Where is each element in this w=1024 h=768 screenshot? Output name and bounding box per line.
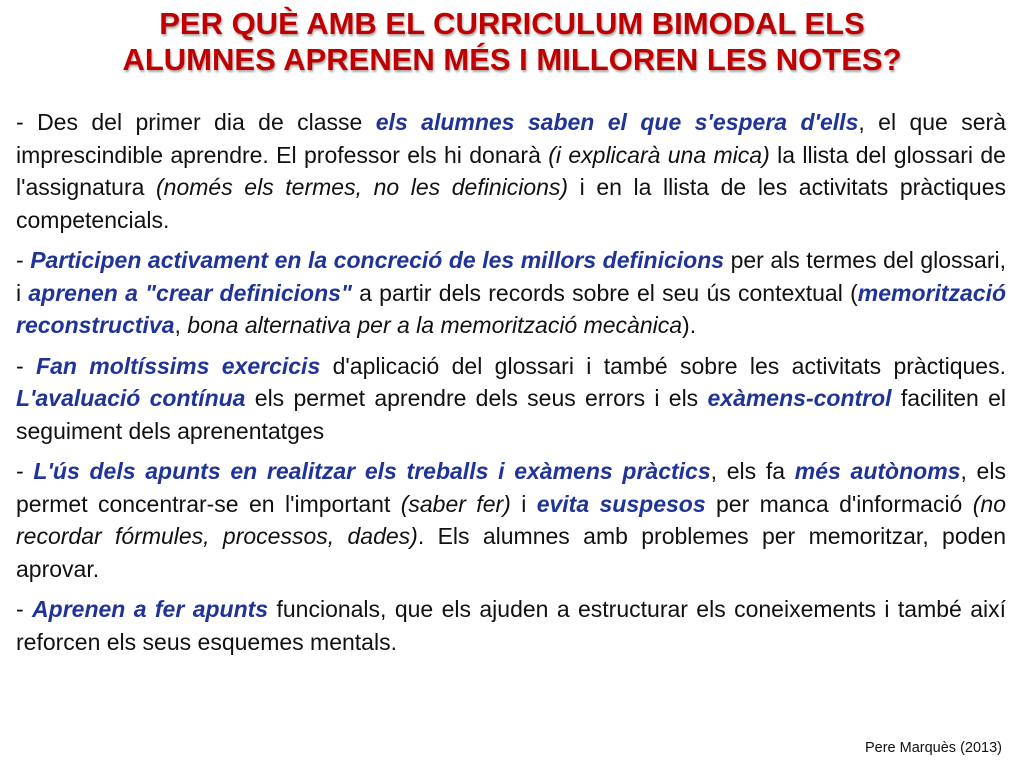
emphasis-text: L'ús dels apunts en realitzar els treballs i exàmens pràctics [33, 458, 711, 484]
slide-title [0, 6, 1024, 78]
body-text: - [16, 352, 37, 379]
body-text: els permet aprendre dels seus errors i els [245, 385, 708, 411]
body-text: la llista del glossari de l'assignatura [16, 141, 1006, 200]
emphasis-text: aprenen a "crear definicions" [28, 279, 352, 306]
emphasis-text: memorització reconstructiva [16, 279, 1007, 338]
bullet-paragraph [16, 455, 1006, 585]
body-text: - [16, 247, 31, 273]
body-text: . Els alumnes amb problemes per memoritzar, poden aprovar. [16, 523, 1007, 582]
body-text: per manca d'informació [705, 490, 973, 517]
slide-title-line-2: ALUMNES APRENEN MÉS I MILLOREN LES NOTES? [122, 42, 902, 77]
italic-text: (saber fer) [400, 490, 511, 517]
body-text: , [174, 312, 188, 338]
body-text: i [510, 490, 537, 517]
emphasis-text: Fan moltíssims exercicis [36, 352, 321, 379]
slide-title-line-1: PER QUÈ AMB EL CURRICULUM BIMODAL ELS [159, 6, 865, 41]
emphasis-text: evita suspesos [536, 490, 706, 517]
body-text: , els permet concentrar-se en l'important [16, 458, 1006, 517]
italic-text: (no recordar fórmules, processos, dades) [16, 490, 1006, 549]
bullet-paragraph [16, 593, 1006, 658]
emphasis-text: L'avaluació contínua [16, 385, 246, 411]
body-text: i en la llista de les activitats pràctiques competencials. [16, 174, 1006, 233]
body-text: per als termes del glossari, i [16, 247, 1006, 306]
emphasis-text: Aprenen a fer apunts [32, 596, 269, 622]
body-text: , els fa [710, 458, 795, 484]
italic-text: (només els termes, no les definicions) [156, 174, 569, 200]
italic-text: (i explicarà una mica) [548, 141, 770, 168]
body-text: - [16, 458, 34, 484]
emphasis-text: exàmens-control [707, 385, 892, 411]
body-text: a partir dels records sobre el seu ús contextual ( [351, 279, 858, 306]
italic-text: bona alternativa per a la memorització mecànica [187, 312, 683, 338]
author-credit: Pere Marquès (2013) [864, 740, 1002, 756]
bullet-paragraph [16, 350, 1006, 448]
body-text: d'aplicació del glossari i també sobre les activitats pràctiques. [320, 352, 1006, 379]
emphasis-text: Participen activament en la concreció de les millors definicions [30, 247, 725, 273]
body-text: faciliten el seguiment dels aprenentatges [16, 385, 1007, 444]
body-text: ). [682, 312, 697, 338]
body-text: , el que serà imprescindible aprendre. El professor els hi donarà [16, 109, 1006, 168]
slide-body [16, 106, 1006, 666]
body-text: - Des del primer dia de classe [16, 109, 376, 135]
body-text: funcionals, que els ajuden a estructurar els coneixements i també així reforcen els seus esquemes mentals. [16, 596, 1006, 655]
emphasis-text: més autònoms [794, 458, 961, 484]
bullet-paragraph [16, 106, 1006, 236]
bullet-paragraph [16, 244, 1006, 342]
emphasis-text: els alumnes saben el que s'espera d'ells [375, 109, 859, 135]
body-text: - [16, 596, 33, 622]
